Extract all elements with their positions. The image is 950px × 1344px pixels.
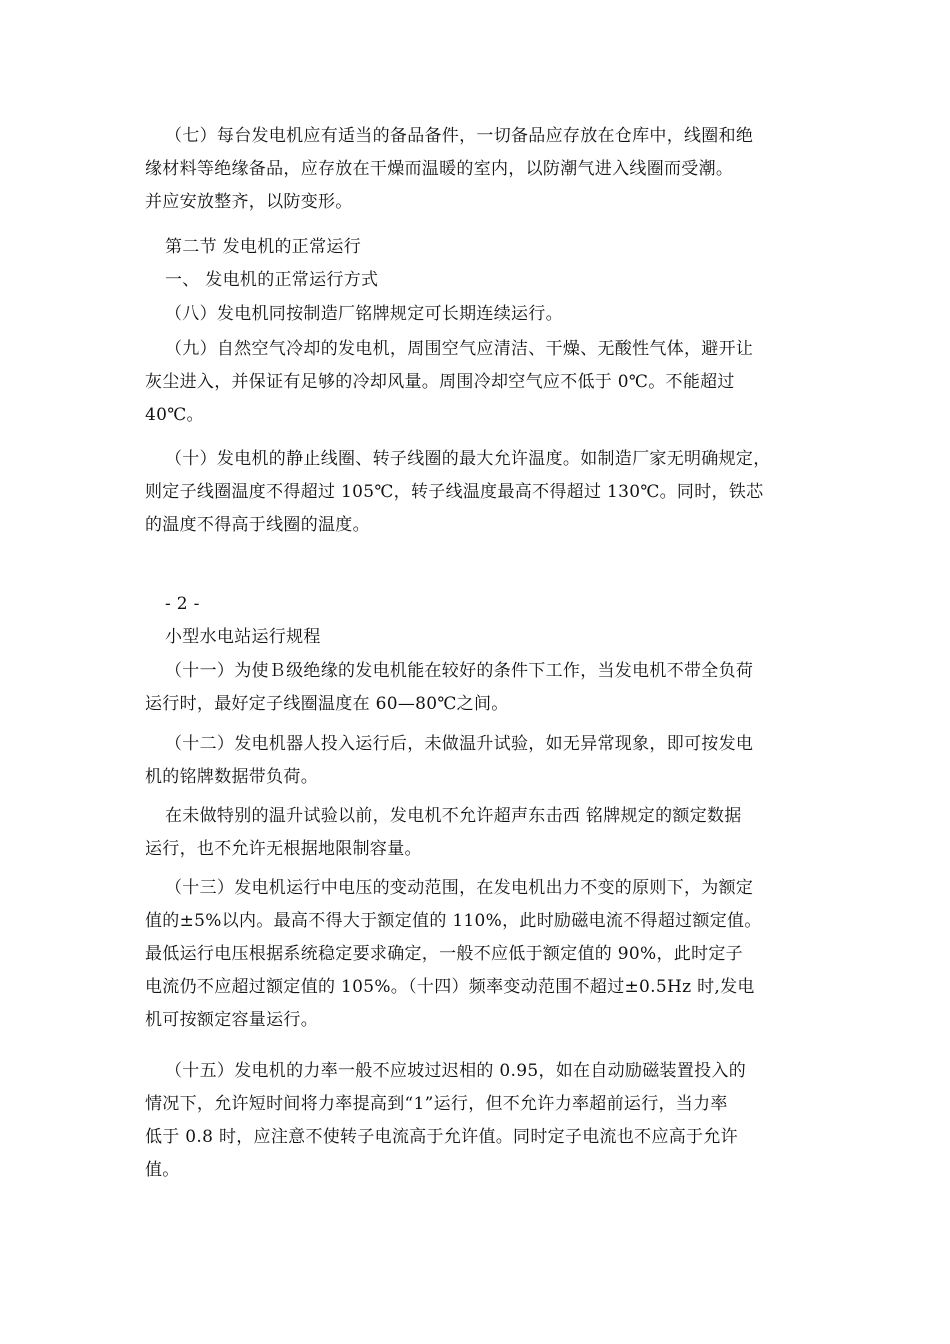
text-line: 机的铭牌数据带负荷。 bbox=[145, 767, 318, 787]
text-line: 在未做特别的温升试验以前，发电机不允许超声东击西 铭牌规定的额定数据 bbox=[165, 806, 742, 826]
paragraph-12 bbox=[145, 728, 815, 794]
text-line: 电流仍不应超过额定值的 105%。（十四）频率变动范围不超过±0.5Hz 时,发电 bbox=[145, 977, 755, 997]
paragraph-12-note bbox=[145, 800, 815, 866]
text-line: （十）发电机的静止线圈、转子线圈的最大允许温度。如制造厂家无明确规定， bbox=[165, 449, 771, 469]
text-line: 机可按额定容量运行。 bbox=[145, 1010, 318, 1030]
text-line: 40℃。 bbox=[145, 405, 204, 425]
text-line: 低于 0.8 时，应注意不使转子电流高于允许值。同时定子电流也不应高于允许 bbox=[145, 1127, 738, 1147]
paragraph-11 bbox=[145, 655, 815, 721]
text-line: 情况下，允许短时间将力率提高到“1”运行，但不允许力率超前运行，当力率 bbox=[145, 1094, 728, 1114]
paragraph-10 bbox=[145, 443, 815, 542]
text-line: 值。 bbox=[145, 1160, 180, 1180]
text-line: 运行，也不允许无根据地限制容量。 bbox=[145, 839, 422, 859]
text-line: （八）发电机同按制造厂铭牌规定可长期连续运行。 bbox=[165, 304, 563, 324]
text-line: 灰尘进入，并保证有足够的冷却风量。周围冷却空气应不低于 0℃。不能超过 bbox=[145, 372, 735, 392]
paragraph-13 bbox=[145, 872, 815, 1037]
text-line: （十三）发电机运行中电压的变动范围，在发电机出力不变的原则下，为额定 bbox=[165, 878, 754, 898]
paragraph-15 bbox=[145, 1055, 815, 1187]
section-title: 第二节 发电机的正常运行 bbox=[165, 237, 362, 257]
running-header: 小型水电站运行规程 bbox=[165, 627, 321, 647]
paragraph-9 bbox=[145, 333, 815, 432]
text-line: （七）每台发电机应有适当的备品备件，一切备品应存放在仓库中，线圈和绝 bbox=[165, 126, 754, 146]
text-line: 运行时，最好定子线圈温度在 60—80℃之间。 bbox=[145, 694, 509, 714]
text-line: （十一）为使Ｂ级绝缘的发电机能在较好的条件下工作，当发电机不带全负荷 bbox=[165, 661, 754, 681]
subsection-title: 一、 发电机的正常运行方式 bbox=[165, 270, 379, 290]
text-line: 缘材料等绝缘备品，应存放在干燥而温暖的室内，以防潮气进入线圈而受潮。 bbox=[145, 159, 734, 179]
text-line: （十二）发电机器人投入运行后，未做温升试验，如无异常现象，即可按发电 bbox=[165, 734, 754, 754]
paragraph-7 bbox=[145, 120, 815, 219]
page-number: - 2 - bbox=[165, 594, 200, 614]
text-line: 值的±5%以内。最高不得大于额定值的 110%，此时励磁电流不得超过额定值。 bbox=[145, 911, 762, 931]
text-line: （九）自然空气冷却的发电机，周围空气应清洁、干燥、无酸性气体，避开让 bbox=[165, 339, 754, 359]
text-line: 的温度不得高于线圈的温度。 bbox=[145, 515, 370, 535]
text-line: 最低运行电压根据系统稳定要求确定，一般不应低于额定值的 90%，此时定子 bbox=[145, 944, 743, 964]
paragraph-8 bbox=[145, 298, 815, 331]
text-line: 并应安放整齐，以防变形。 bbox=[145, 192, 353, 212]
text-line: 则定子线圈温度不得超过 105℃，转子线温度最高不得超过 130℃。同时，铁芯 bbox=[145, 482, 764, 502]
text-line: （十五）发电机的力率一般不应坡过迟相的 0.95，如在自动励磁装置投入的 bbox=[165, 1061, 747, 1081]
